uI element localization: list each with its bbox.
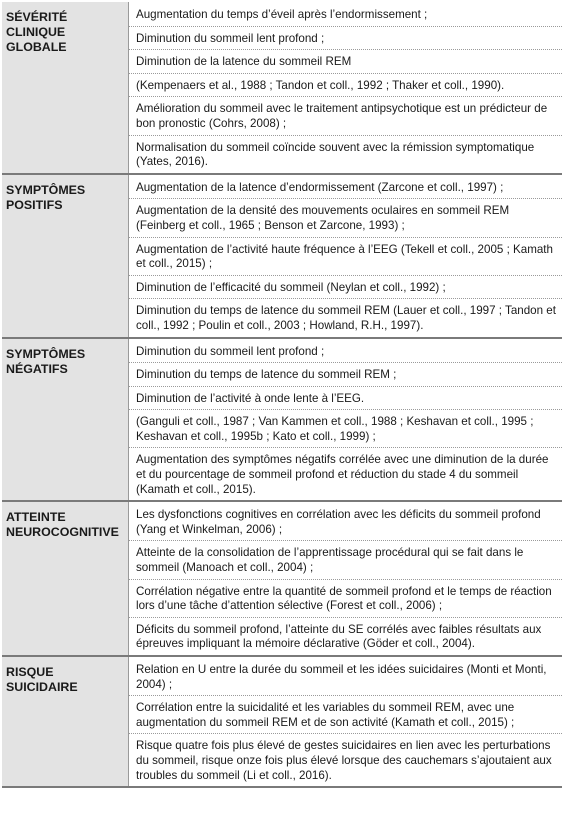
list-item: Corrélation entre la suicidalité et les variables du sommeil REM, avec une augmentation du sommeil REM et de son activité (Kamath et coll., 2015) ; bbox=[129, 695, 562, 733]
list-item: Atteinte de la consolidation de l’apprentissage procédural qui se fait dans le sommeil (Manoach et coll., 2004) ; bbox=[129, 540, 562, 578]
list-item: Augmentation de la latence d’endormissement (Zarcone et coll., 1997) ; bbox=[136, 180, 504, 194]
list-item: Diminution de la latence du sommeil REM bbox=[129, 49, 562, 73]
section-risque-suicidaire bbox=[2, 655, 562, 786]
section-items bbox=[129, 2, 562, 173]
section-heading: SÉVÉRITÉ CLINIQUE GLOBALE bbox=[2, 2, 129, 173]
list-item: Augmentation du temps d’éveil après l’endormissement ; bbox=[136, 8, 428, 21]
list-item: Amélioration du sommeil avec le traitement antipsychotique est un prédicteur de bon pronostic (Cohrs, 2008) ; bbox=[129, 96, 562, 134]
sleep-findings-table bbox=[2, 2, 562, 788]
list-item: Diminution du sommeil lent profond ; bbox=[129, 26, 562, 50]
list-item: Les dysfonctions cognitives en corrélation avec les déficits du sommeil profond (Yang et Winkelman, 2006) ; bbox=[136, 508, 541, 536]
list-item: Diminution de l’efficacité du sommeil (Neylan et coll., 1992) ; bbox=[129, 275, 562, 299]
list-item: Corrélation négative entre la quantité de sommeil profond et le temps de réaction lors d’une tâche d’attention sélective (Forest et coll., 2006) ; bbox=[129, 579, 562, 617]
section-items bbox=[129, 339, 562, 501]
list-item: Augmentation de l’activité haute fréquence à l’EEG (Tekell et coll., 2005 ; Kamath et coll., 2015) ; bbox=[129, 237, 562, 275]
section-heading: RISQUE SUICIDAIRE bbox=[2, 657, 129, 786]
list-item: Risque quatre fois plus élevé de gestes suicidaires en lien avec les perturbations du sommeil, risque onze fois plus élevé lorsque des cauchemars s’ajoutaient aux troubles du sommeil (Li et coll., 2016). bbox=[129, 733, 562, 786]
list-item: Relation en U entre la durée du sommeil et les idées suicidaires (Monti et Monti, 2004) ; bbox=[136, 663, 547, 691]
list-item: (Kempenaers et al., 1988 ; Tandon et coll., 1992 ; Thaker et coll., 1990). bbox=[129, 73, 562, 97]
section-heading: ATTEINTE NEUROCOGNITIVE bbox=[2, 502, 129, 655]
list-item: Diminution de l’activité à onde lente à l’EEG. bbox=[129, 386, 562, 410]
section-symptomes-positifs bbox=[2, 173, 562, 337]
section-atteinte-neurocognitive bbox=[2, 500, 562, 655]
list-item: Diminution du sommeil lent profond ; bbox=[136, 344, 325, 358]
list-item: Diminution du temps de latence du sommeil REM ; bbox=[129, 362, 562, 386]
section-severite-clinique bbox=[2, 2, 562, 173]
section-heading: SYMPTÔMES POSITIFS bbox=[2, 175, 129, 337]
section-items bbox=[129, 502, 562, 655]
list-item: Augmentation des symptômes négatifs corrélée avec une diminution de la durée et du pourcentage de sommeil profond et réduction du stade 4 du sommeil (Kamath et coll., 2015). bbox=[129, 447, 562, 500]
section-items bbox=[129, 657, 562, 786]
section-symptomes-negatifs bbox=[2, 337, 562, 501]
section-heading: SYMPTÔMES NÉGATIFS bbox=[2, 339, 129, 501]
list-item: Diminution du temps de latence du sommeil REM (Lauer et coll., 1997 ; Tandon et coll., 1992 ; Poulin et coll., 2003 ; Howland, R.H., 1997). bbox=[129, 298, 562, 336]
list-item: Normalisation du sommeil coïncide souvent avec la rémission symptomatique (Yates, 2016). bbox=[129, 135, 562, 173]
list-item: Déficits du sommeil profond, l’atteinte du SE corrélés avec faibles résultats aux épreuves impliquant la mémoire déclarative (Göder et coll., 2004). bbox=[129, 617, 562, 655]
list-item: Augmentation de la densité des mouvements oculaires en sommeil REM (Feinberg et coll., 1965 ; Benson et Zarcone, 1993) ; bbox=[129, 198, 562, 236]
section-items bbox=[129, 175, 562, 337]
list-item: (Ganguli et coll., 1987 ; Van Kammen et coll., 1988 ; Keshavan et coll., 1995 ; Keshavan et coll., 1995b ; Kato et coll., 1999) ; bbox=[129, 409, 562, 447]
